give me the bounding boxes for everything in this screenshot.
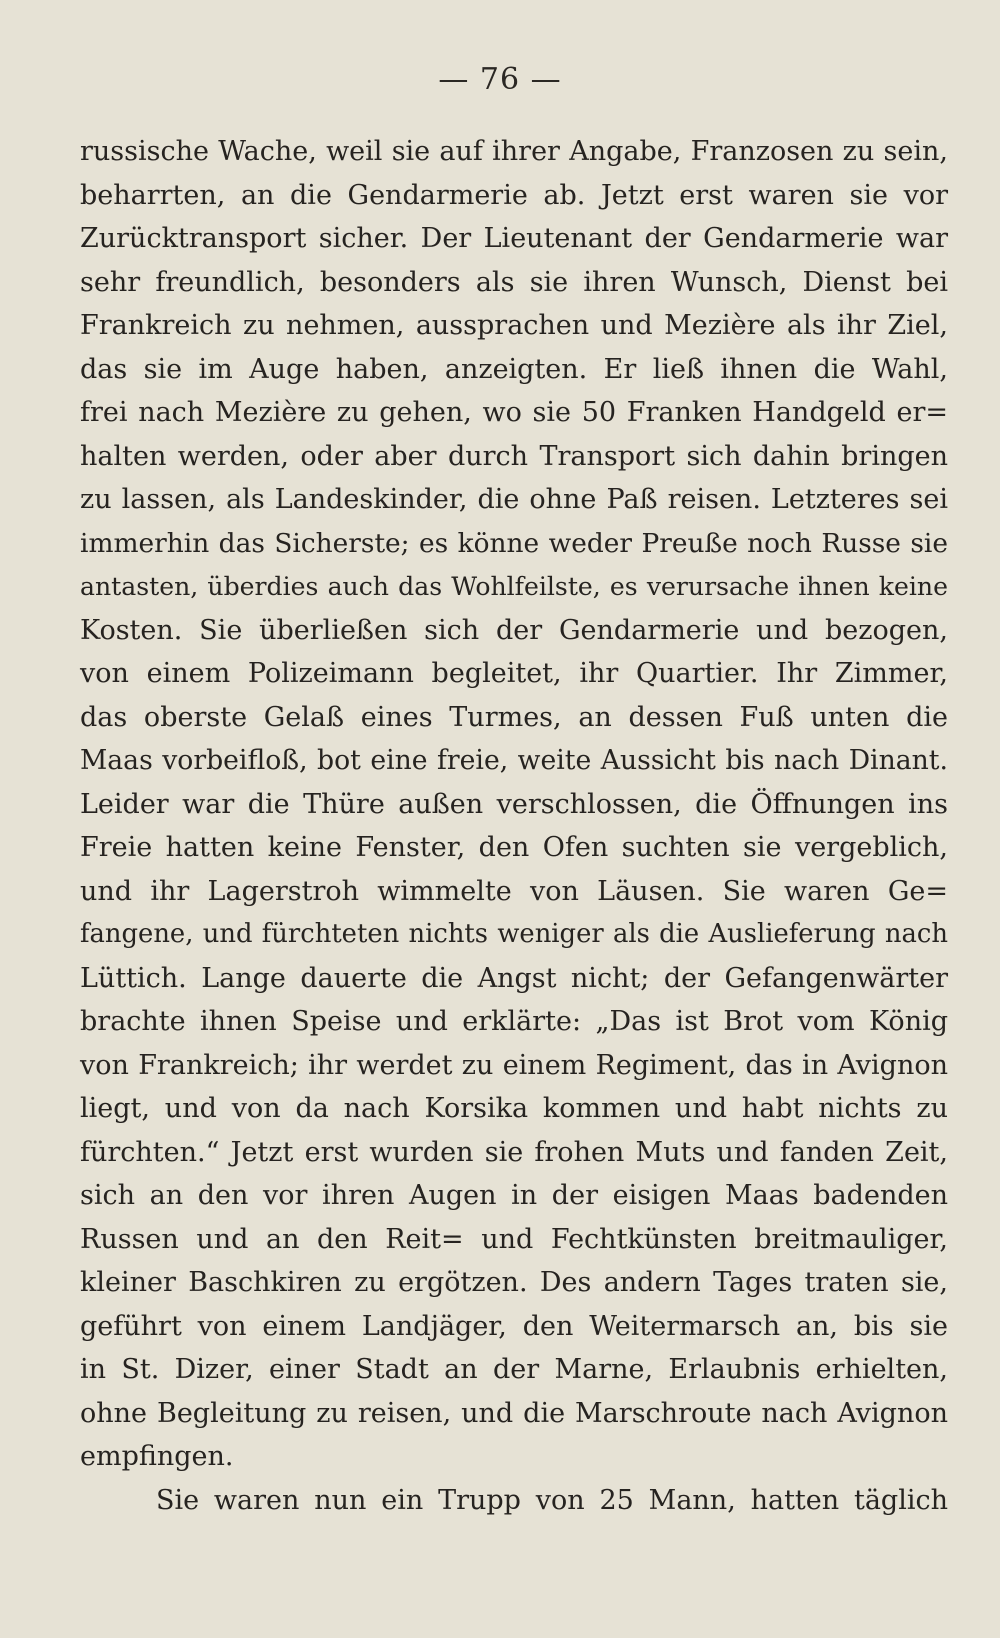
text-line: von Frankreich; ihr werdet zu einem Regiment, das in Avignon <box>80 1049 948 1081</box>
page-number: — 76 — <box>438 62 562 97</box>
text-line: halten werden, oder aber durch Transport sich dahin bringen <box>80 440 948 472</box>
text-line: Leider war die Thüre außen verschlossen, die Öffnungen ins <box>80 788 948 820</box>
text-line: russische Wache, weil sie auf ihrer Angabe, Franzosen zu sein, <box>80 136 948 167</box>
text-line: sehr freundlich, besonders als sie ihren Wunsch, Dienst bei <box>80 266 948 298</box>
text-line: immerhin das Sicherste; es könne weder Preuße noch Russe sie <box>80 527 948 559</box>
text-line: zu lassen, als Landeskinder, die ohne Paß reisen. Letzteres sei <box>80 484 948 515</box>
text-line: Kosten. Sie überließen sich der Gendarmerie und bezogen, <box>80 614 948 646</box>
text-line: Frankreich zu nehmen, aussprachen und Mezière als ihr Ziel, <box>80 310 948 341</box>
text-line: ohne Begleitung zu reisen, und die Marschroute nach Avignon <box>80 1397 948 1429</box>
text-line: Lüttich. Lange dauerte die Angst nicht; der Gefangenwärter <box>80 962 948 994</box>
text-line: brachte ihnen Speise und erklärte: „Das ist Brot vom König <box>80 1006 948 1037</box>
text-line: das sie im Auge haben, anzeigten. Er ließ ihnen die Wahl, <box>80 353 948 385</box>
paragraph-end-line: empfingen. <box>80 1441 234 1472</box>
text-line: beharrten, an die Gendarmerie ab. Jetzt erst waren sie vor <box>80 179 948 211</box>
body-text <box>80 130 948 1522</box>
text-line: geführt von einem Landjäger, den Weitermarsch an, bis sie <box>80 1310 948 1342</box>
text-line: sich an den vor ihren Augen in der eisigen Maas badenden <box>80 1180 948 1211</box>
text-line: in St. Dizer, einer Stadt an der Marne, Erlaubnis erhielten, <box>80 1354 948 1385</box>
text-line: fangene, und fürchteten nichts weniger als die Auslieferung nach <box>80 919 948 949</box>
paragraph-start-line: Sie waren nun ein Trupp von 25 Mann, hatten täglich <box>156 1484 948 1516</box>
text-line: Freie hatten keine Fenster, den Ofen suchten sie vergeblich, <box>80 832 948 863</box>
text-line: fürchten.“ Jetzt erst wurden sie frohen Muts und fanden Zeit, <box>80 1136 948 1168</box>
text-line: antasten, überdies auch das Wohlfeilste, es verursache ihnen keine <box>80 572 948 601</box>
text-line: das oberste Gelaß eines Turmes, an dessen Fuß unten die <box>80 701 948 733</box>
text-line: von einem Polizeimann begleitet, ihr Quartier. Ihr Zimmer, <box>80 658 948 689</box>
text-line: Russen und an den Reit= und Fechtkünsten breitmauliger, <box>80 1223 948 1255</box>
text-line: und ihr Lagerstroh wimmelte von Läusen. Sie waren Ge= <box>80 875 948 907</box>
text-line: frei nach Mezière zu gehen, wo sie 50 Franken Handgeld er= <box>80 397 948 428</box>
text-line: liegt, und von da nach Korsika kommen und habt nichts zu <box>80 1093 948 1124</box>
text-line: kleiner Baschkiren zu ergötzen. Des andern Tages traten sie, <box>80 1267 948 1298</box>
text-line: Maas vorbeifloß, bot eine freie, weite Aussicht bis nach Dinant. <box>80 745 948 776</box>
text-line: Zurücktransport sicher. Der Lieutenant der Gendarmerie war <box>80 223 948 254</box>
